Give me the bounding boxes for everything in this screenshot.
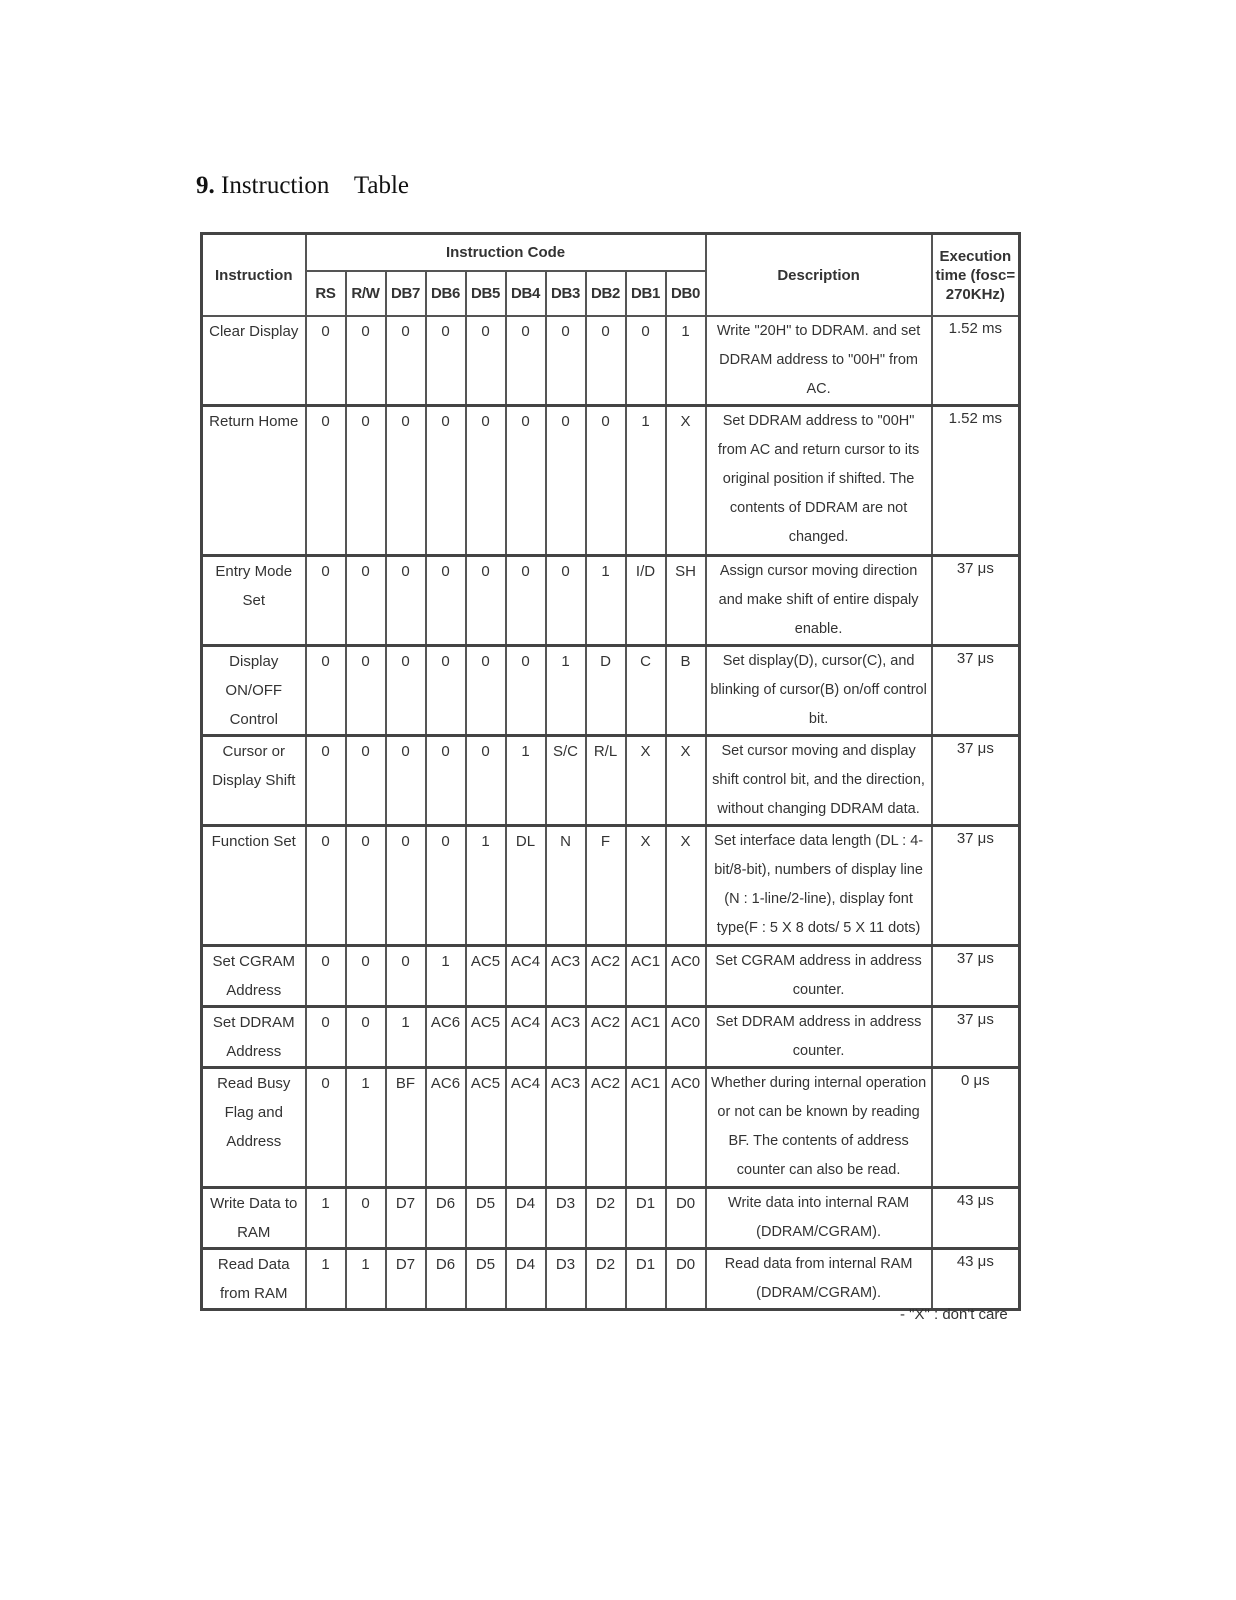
bit-value: 0 bbox=[506, 556, 546, 646]
bit-value: 1 bbox=[306, 1188, 346, 1249]
bit-value: 0 bbox=[386, 406, 426, 556]
bit-value: 0 bbox=[346, 946, 386, 1007]
instruction-description: Assign cursor moving direction and make shift of entire dispaly enable. bbox=[706, 556, 932, 646]
header-bit-db4: DB4 bbox=[506, 271, 546, 316]
header-bit-db7: DB7 bbox=[386, 271, 426, 316]
bit-value: 1 bbox=[346, 1068, 386, 1188]
section-number: 9. bbox=[196, 172, 215, 199]
bit-value: 0 bbox=[466, 406, 506, 556]
bit-value: 0 bbox=[426, 646, 466, 736]
bit-value: 0 bbox=[426, 556, 466, 646]
bit-value: AC1 bbox=[626, 946, 666, 1007]
execution-time: 0 μs bbox=[932, 1068, 1020, 1188]
bit-value: 0 bbox=[426, 316, 466, 406]
execution-time: 37 μs bbox=[932, 826, 1020, 946]
table-row bbox=[202, 946, 1020, 1007]
bit-value: 0 bbox=[386, 826, 426, 946]
table-row bbox=[202, 316, 1020, 406]
bit-value: D3 bbox=[546, 1188, 586, 1249]
bit-value: 1 bbox=[466, 826, 506, 946]
bit-value: AC0 bbox=[666, 1068, 706, 1188]
bit-value: 0 bbox=[466, 646, 506, 736]
bit-value: 0 bbox=[386, 946, 426, 1007]
table-row bbox=[202, 1007, 1020, 1068]
header-bit-db6: DB6 bbox=[426, 271, 466, 316]
header-bit-db0: DB0 bbox=[666, 271, 706, 316]
instruction-name: Write Data to RAM bbox=[202, 1188, 306, 1249]
bit-value: 0 bbox=[306, 736, 346, 826]
execution-time: 43 μs bbox=[932, 1188, 1020, 1249]
header-execution-time: Execution time (fosc= 270KHz) bbox=[932, 234, 1020, 317]
bit-value: N bbox=[546, 826, 586, 946]
bit-value: 1 bbox=[666, 316, 706, 406]
bit-value: 0 bbox=[586, 316, 626, 406]
bit-value: D3 bbox=[546, 1249, 586, 1310]
bit-value: B bbox=[666, 646, 706, 736]
bit-value: 1 bbox=[386, 1007, 426, 1068]
execution-time: 37 μs bbox=[932, 556, 1020, 646]
bit-value: D5 bbox=[466, 1188, 506, 1249]
bit-value: 0 bbox=[386, 736, 426, 826]
bit-value: AC2 bbox=[586, 946, 626, 1007]
bit-value: D6 bbox=[426, 1249, 466, 1310]
header-bit-db5: DB5 bbox=[466, 271, 506, 316]
header-bit-db3: DB3 bbox=[546, 271, 586, 316]
bit-value: AC1 bbox=[626, 1007, 666, 1068]
bit-value: 1 bbox=[506, 736, 546, 826]
execution-time: 1.52 ms bbox=[932, 406, 1020, 556]
bit-value: D0 bbox=[666, 1249, 706, 1310]
instruction-description: Set display(D), cursor(C), and blinking of cursor(B) on/off control bit. bbox=[706, 646, 932, 736]
bit-value: D5 bbox=[466, 1249, 506, 1310]
bit-value: 0 bbox=[306, 556, 346, 646]
bit-value: AC6 bbox=[426, 1068, 466, 1188]
bit-value: 1 bbox=[346, 1249, 386, 1310]
section-heading: Instruction Table bbox=[221, 172, 410, 199]
instruction-description: Set DDRAM address to "00H" from AC and return cursor to its original position if shifted. The contents of DDRAM are not changed. bbox=[706, 406, 932, 556]
bit-value: 0 bbox=[546, 316, 586, 406]
table-body bbox=[202, 316, 1020, 1310]
bit-value: AC4 bbox=[506, 1068, 546, 1188]
execution-time: 43 μs bbox=[932, 1249, 1020, 1310]
table-row bbox=[202, 556, 1020, 646]
bit-value: 0 bbox=[466, 556, 506, 646]
bit-value: 0 bbox=[346, 1007, 386, 1068]
bit-value: 0 bbox=[466, 316, 506, 406]
bit-value: 0 bbox=[306, 826, 346, 946]
execution-time: 1.52 ms bbox=[932, 316, 1020, 406]
bit-value: 1 bbox=[586, 556, 626, 646]
bit-value: AC1 bbox=[626, 1068, 666, 1188]
bit-value: X bbox=[626, 826, 666, 946]
instruction-name: Set DDRAM Address bbox=[202, 1007, 306, 1068]
bit-value: 0 bbox=[586, 406, 626, 556]
bit-value: D4 bbox=[506, 1188, 546, 1249]
header-description: Description bbox=[706, 234, 932, 317]
header-bit-db2: DB2 bbox=[586, 271, 626, 316]
instruction-description: Set DDRAM address in address counter. bbox=[706, 1007, 932, 1068]
bit-value: AC3 bbox=[546, 946, 586, 1007]
bit-value: AC3 bbox=[546, 1007, 586, 1068]
bit-value: AC2 bbox=[586, 1007, 626, 1068]
bit-value: F bbox=[586, 826, 626, 946]
bit-value: AC5 bbox=[466, 1068, 506, 1188]
bit-value: X bbox=[666, 826, 706, 946]
bit-value: D2 bbox=[586, 1249, 626, 1310]
bit-value: 0 bbox=[546, 406, 586, 556]
bit-value: S/C bbox=[546, 736, 586, 826]
bit-value: D1 bbox=[626, 1249, 666, 1310]
table-row bbox=[202, 736, 1020, 826]
bit-value: AC3 bbox=[546, 1068, 586, 1188]
instruction-description: Set cursor moving and display shift control bit, and the direction, without changing DDRAM data. bbox=[706, 736, 932, 826]
bit-value: 0 bbox=[306, 316, 346, 406]
instruction-name: Entry Mode Set bbox=[202, 556, 306, 646]
bit-value: AC4 bbox=[506, 1007, 546, 1068]
execution-time: 37 μs bbox=[932, 736, 1020, 826]
bit-value: 1 bbox=[546, 646, 586, 736]
bit-value: 0 bbox=[346, 736, 386, 826]
table-row bbox=[202, 826, 1020, 946]
header-bit-db1: DB1 bbox=[626, 271, 666, 316]
bit-value: X bbox=[666, 736, 706, 826]
bit-value: AC0 bbox=[666, 946, 706, 1007]
table-row bbox=[202, 406, 1020, 556]
bit-value: D7 bbox=[386, 1188, 426, 1249]
execution-time: 37 μs bbox=[932, 1007, 1020, 1068]
bit-value: AC5 bbox=[466, 946, 506, 1007]
bit-value: D0 bbox=[666, 1188, 706, 1249]
bit-value: SH bbox=[666, 556, 706, 646]
bit-value: DL bbox=[506, 826, 546, 946]
bit-value: 1 bbox=[306, 1249, 346, 1310]
execution-time: 37 μs bbox=[932, 946, 1020, 1007]
header-instruction: Instruction bbox=[202, 234, 306, 317]
table-row bbox=[202, 1068, 1020, 1188]
header-bit-rw: R/W bbox=[346, 271, 386, 316]
table-row bbox=[202, 1249, 1020, 1310]
bit-value: R/L bbox=[586, 736, 626, 826]
instruction-name: Cursor or Display Shift bbox=[202, 736, 306, 826]
table-header bbox=[202, 234, 1020, 317]
bit-value: D6 bbox=[426, 1188, 466, 1249]
bit-value: D4 bbox=[506, 1249, 546, 1310]
table-row bbox=[202, 1188, 1020, 1249]
bit-value: 0 bbox=[346, 406, 386, 556]
instruction-name: Function Set bbox=[202, 826, 306, 946]
bit-value: 0 bbox=[306, 406, 346, 556]
instruction-description: Set CGRAM address in address counter. bbox=[706, 946, 932, 1007]
bit-value: 0 bbox=[306, 1007, 346, 1068]
instruction-name: Set CGRAM Address bbox=[202, 946, 306, 1007]
bit-value: D2 bbox=[586, 1188, 626, 1249]
header-instruction-code: Instruction Code bbox=[306, 234, 706, 272]
bit-value: X bbox=[626, 736, 666, 826]
bit-value: 0 bbox=[506, 646, 546, 736]
instruction-name: Read Busy Flag and Address bbox=[202, 1068, 306, 1188]
bit-value: I/D bbox=[626, 556, 666, 646]
instruction-description: Write data into internal RAM (DDRAM/CGRAM). bbox=[706, 1188, 932, 1249]
bit-value: 1 bbox=[626, 406, 666, 556]
section-title bbox=[196, 172, 409, 200]
bit-value: 0 bbox=[626, 316, 666, 406]
bit-value: AC0 bbox=[666, 1007, 706, 1068]
instruction-description: Write "20H" to DDRAM. and set DDRAM address to "00H" from AC. bbox=[706, 316, 932, 406]
bit-value: 0 bbox=[306, 1068, 346, 1188]
bit-value: 0 bbox=[546, 556, 586, 646]
bit-value: 1 bbox=[426, 946, 466, 1007]
instruction-description: Read data from internal RAM (DDRAM/CGRAM). bbox=[706, 1249, 932, 1310]
instruction-description: Set interface data length (DL : 4-bit/8-bit), numbers of display line (N : 1-line/2-line), display font type(F : 5 X 8 dots/ 5 X 11 dots) bbox=[706, 826, 932, 946]
instruction-name: Display ON/OFF Control bbox=[202, 646, 306, 736]
instruction-name: Clear Display bbox=[202, 316, 306, 406]
bit-value: AC2 bbox=[586, 1068, 626, 1188]
bit-value: 0 bbox=[426, 406, 466, 556]
bit-value: D7 bbox=[386, 1249, 426, 1310]
bit-value: BF bbox=[386, 1068, 426, 1188]
bit-value: C bbox=[626, 646, 666, 736]
bit-value: X bbox=[666, 406, 706, 556]
bit-value: 0 bbox=[346, 556, 386, 646]
bit-value: D bbox=[586, 646, 626, 736]
execution-time: 37 μs bbox=[932, 646, 1020, 736]
bit-value: AC6 bbox=[426, 1007, 466, 1068]
bit-value: 0 bbox=[386, 646, 426, 736]
bit-value: 0 bbox=[426, 826, 466, 946]
bit-value: 0 bbox=[346, 646, 386, 736]
bit-value: 0 bbox=[346, 826, 386, 946]
footnote: - "X" : don't care bbox=[900, 1306, 1008, 1323]
bit-value: 0 bbox=[386, 556, 426, 646]
instruction-table bbox=[200, 232, 1021, 1311]
bit-value: 0 bbox=[386, 316, 426, 406]
bit-value: D1 bbox=[626, 1188, 666, 1249]
bit-value: AC4 bbox=[506, 946, 546, 1007]
bit-value: 0 bbox=[346, 316, 386, 406]
bit-value: 0 bbox=[306, 646, 346, 736]
bit-value: AC5 bbox=[466, 1007, 506, 1068]
bit-value: 0 bbox=[506, 316, 546, 406]
instruction-name: Read Data from RAM bbox=[202, 1249, 306, 1310]
instruction-description: Whether during internal operation or not can be known by reading BF. The contents of address counter can also be read. bbox=[706, 1068, 932, 1188]
bit-value: 0 bbox=[466, 736, 506, 826]
table-row bbox=[202, 646, 1020, 736]
bit-value: 0 bbox=[346, 1188, 386, 1249]
bit-value: 0 bbox=[306, 946, 346, 1007]
bit-value: 0 bbox=[426, 736, 466, 826]
header-bit-rs: RS bbox=[306, 271, 346, 316]
bit-value: 0 bbox=[506, 406, 546, 556]
instruction-name: Return Home bbox=[202, 406, 306, 556]
